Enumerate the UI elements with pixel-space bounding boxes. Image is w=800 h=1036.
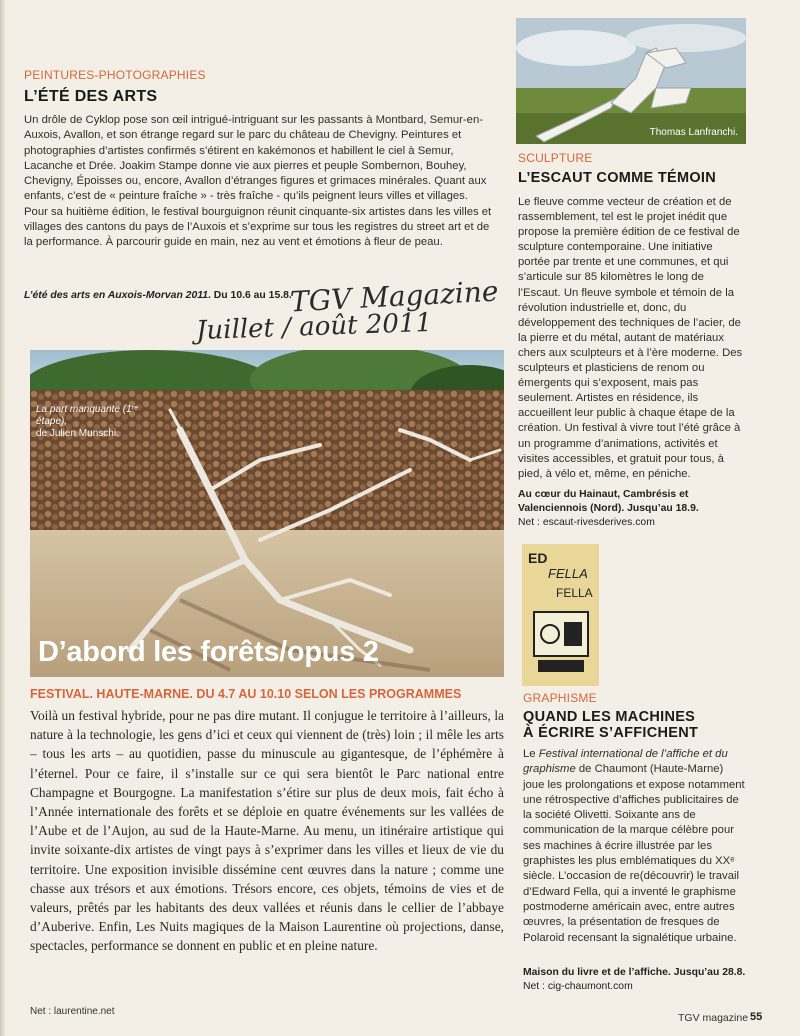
article1-info-event: L’été des arts en Auxois-Morvan 2011 <box>24 290 209 301</box>
article4-title-line2: À ÉCRIRE S’AFFICHENT <box>523 725 699 741</box>
poster-illustration <box>528 606 594 678</box>
sculpture-photo <box>516 18 746 144</box>
article4-kicker: GRAPHISME <box>523 691 597 705</box>
main-photo <box>30 350 504 677</box>
poster-text-fella-2: FELLA <box>556 586 593 600</box>
article2-kicker: FESTIVAL. HAUTE-MARNE. DU 4.7 AU 10.10 SELON LES PROGRAMMES <box>30 687 462 701</box>
article3-body: Le fleuve comme vecteur de création et de rassemblement, tel est le projet inédit que propose la première édition de ce festival de sculpture contemporaine. Une initiative portée par trente et une communes, et qui s’articule sur 85 kilomètres le long de l’Escaut. Un fleuve symbole et témoin de la révolution industrielle et, donc, du développement des techniques de l’acier, de la pierre et du métal, autant de matériaux chers aux sculpteurs et à l’ère moderne. Des sculpteurs et plasticiens de renom ou émergents qui s’exposent, mais pas seulement. Artistes en résidence, ils accueillent leur public à chaque étape de la création. Un festival à vivre tout l’été grâce à un programme d’animations, activités et visites accessibles, et gratuit pour tous, à pied, à vélo et, même, en péniche. <box>518 196 743 480</box>
article4-title-line1: QUAND LES MACHINES <box>523 709 696 725</box>
branch-sculpture-image <box>30 350 504 677</box>
poster-text-ed: ED <box>528 550 548 566</box>
article3-title: L’ESCAUT COMME TÉMOIN <box>518 170 717 186</box>
article4-body-pre: Le <box>523 748 539 760</box>
article4-net: Net : cig-chaumont.com <box>523 981 633 992</box>
article2-net: Net : laurentine.net <box>30 1006 115 1017</box>
article3-net: Net : escaut-rivesderives.com <box>518 517 655 528</box>
article1-kicker: PEINTURES-PHOTOGRAPHIES <box>24 68 206 82</box>
sculpture-photo-credit: Thomas Lanfranchi. <box>649 127 738 138</box>
article1-info <box>24 289 304 303</box>
main-photo-caption-title: La part manquante (1ʳᵉ étape), <box>36 404 138 427</box>
article1-title: L’ÉTÉ DES ARTS <box>24 88 158 105</box>
fella-poster <box>522 544 599 686</box>
article1-body: Un drôle de Cyklop pose son œil intrigué-intriguant sur les passants à Montbard, Semur-en-Auxois, Avallon, et son étrange regard sur le parc du château de Chevigny. Peintures et photographies d’artistes confirmés s’étirent en kakémonos et habillent le ciel à Semur, Lacanche et Drée. Joakim Stampe donne vie aux pierres et peuple Sombernon, Bouhey, Chevigny, Époisses ou, encore, Avallon d’étranges figures et grimaces minérales. Quant aux enfants, c’est de « peinture fraîche » - très fraîche - qu’ils peignent leurs villes et villages. Pour sa huitième édition, le festival bourguignon réunit cinquante-six artistes dans les villes et villages des cantons du pays de l’Auxois et s’exprime sur tous les registres du street art et de la performance. À parcourir guide en main, nez au vent et émotions à fleur de peau. <box>24 114 492 249</box>
handwritten-magazine: TGV Magazine <box>289 274 500 319</box>
page-edge-left <box>0 0 6 1036</box>
article4-body-festival: Festival international de l’affiche et du graphisme <box>523 748 728 776</box>
footer-magazine: TGV magazine <box>678 1012 749 1024</box>
article3-kicker: SCULPTURE <box>518 151 593 165</box>
main-photo-overlay-title: D’abord les forêts/opus 2 <box>38 636 379 668</box>
article2-body: Voilà un festival hybride, pour ne pas dire mutant. Il conjugue le territoire à l’ailleurs, la nature à la technologie, les gens d’ici et ceux qui viennent de (très) loin ; il mêle les arts – tous les arts – au quotidien, passe du minuscule au gigantesque, de l’éphémère à l’éternel. Pour ce faire, il s’installe sur ce qui sera bientôt le Parc national entre Champagne et Bourgogne. La manifestation s’étire sur plus de deux mois, fait écho à l’Année internationale des forêts et se déploie en quatre événements sur les vallées de l’Aube et de l’Aujon, au sud de la Haute-Marne. Au menu, un itinéraire artistique qui invite soixante-dix artistes de vingt pays à s’exprimer dans les villes et lieux de vie du territoire. Une exposition invisible dissémine cent œuvres dans la nature ; comme une chasse aux trésors et aux émotions. Trésors encore, ces objets, témoins de vies et de valeurs, prêtés par les habitants des deux vallées et réunis dans le cellier de l’abbaye d’Auberive. Enfin, Les Nuits magiques de la Maison Laurentine où projections, danse, spectacles, performance se donnent en public et en pleine nature. <box>30 708 504 954</box>
article4-body <box>523 747 745 946</box>
footer-page-number: 55 <box>750 1011 763 1023</box>
handwritten-date: Juillet / août 2011 <box>195 307 433 347</box>
article1-info-dates: . Du 10.6 au 15.8. <box>208 290 292 301</box>
escaut-sculpture-image <box>516 18 746 144</box>
main-photo-caption-author: de Julien Munschi. <box>36 428 119 439</box>
poster-text-fella-1: FELLA <box>548 566 588 581</box>
article4-body-post: de Chaumont (Haute-Marne) joue les prolongations et expose notamment une rétrospective d’affiches publicitaires de la société Olivetti. Soixante ans de communication de la marque célèbre pour ses machines à écrire illustrée par les graphistes les plus emblématiques du XXᵉ siècle. L’occasion de re(découvrir) le travail d’Edward Fella, qui a inventé le graphisme postmoderne américain avec, entre autres œuvres, la présentation de fresques de Polaroid recensant la signalétique urbaine. <box>523 763 745 944</box>
article4-info: Maison du livre et de l’affiche. Jusqu’au 28.8. <box>523 967 746 978</box>
article3-info: Au cœur du Hainaut, Cambrésis et Valenciennois (Nord). Jusqu’au 18.9. <box>518 489 699 514</box>
